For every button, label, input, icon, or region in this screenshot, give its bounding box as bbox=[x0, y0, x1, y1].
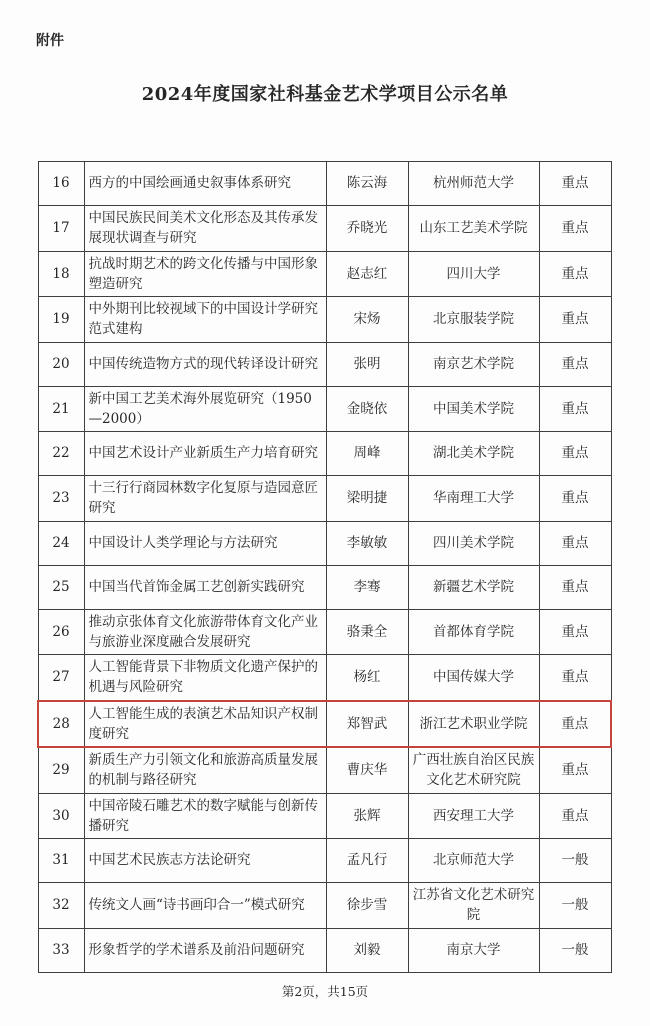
leader-cell: 陈云海 bbox=[326, 162, 408, 206]
leader-cell: 刘毅 bbox=[326, 928, 408, 972]
category-cell: 重点 bbox=[539, 747, 611, 793]
category-cell: 重点 bbox=[539, 297, 611, 343]
row-number-cell: 24 bbox=[38, 521, 84, 565]
leader-cell: 乔晓光 bbox=[326, 206, 408, 252]
row-number-cell: 23 bbox=[38, 476, 84, 522]
category-cell: 一般 bbox=[539, 883, 611, 929]
institution-cell: 首都体育学院 bbox=[408, 609, 539, 655]
leader-cell: 周峰 bbox=[326, 432, 408, 476]
row-number-cell: 19 bbox=[38, 297, 84, 343]
category-cell: 重点 bbox=[539, 342, 611, 386]
row-number-cell: 20 bbox=[38, 342, 84, 386]
row-number-cell: 31 bbox=[38, 839, 84, 883]
category-cell: 重点 bbox=[539, 701, 611, 748]
row-number-cell: 28 bbox=[38, 701, 84, 748]
institution-cell: 西安理工大学 bbox=[408, 793, 539, 839]
table-row bbox=[38, 747, 611, 793]
institution-cell: 新疆艺术学院 bbox=[408, 565, 539, 609]
category-cell: 一般 bbox=[539, 839, 611, 883]
table-row bbox=[38, 701, 611, 748]
project-title-cell: 中国帝陵石雕艺术的数字赋能与创新传播研究 bbox=[84, 793, 326, 839]
institution-cell: 江苏省文化艺术研究院 bbox=[408, 883, 539, 929]
category-cell: 重点 bbox=[539, 793, 611, 839]
leader-cell: 杨红 bbox=[326, 655, 408, 701]
row-number-cell: 27 bbox=[38, 655, 84, 701]
row-number-cell: 32 bbox=[38, 883, 84, 929]
table-row bbox=[38, 928, 611, 972]
table-row bbox=[38, 432, 611, 476]
leader-cell: 张辉 bbox=[326, 793, 408, 839]
table-row bbox=[38, 251, 611, 297]
row-number-cell: 17 bbox=[38, 206, 84, 252]
project-title-cell: 十三行行商园林数字化复原与造园意匠研究 bbox=[84, 476, 326, 522]
leader-cell: 曹庆华 bbox=[326, 747, 408, 793]
category-cell: 重点 bbox=[539, 251, 611, 297]
row-number-cell: 18 bbox=[38, 251, 84, 297]
category-cell: 一般 bbox=[539, 928, 611, 972]
project-title-cell: 中外期刊比较视域下的中国设计学研究范式建构 bbox=[84, 297, 326, 343]
project-title-cell: 人工智能背景下非物质文化遗产保护的机遇与风险研究 bbox=[84, 655, 326, 701]
leader-cell: 骆秉全 bbox=[326, 609, 408, 655]
project-title-cell: 中国当代首饰金属工艺创新实践研究 bbox=[84, 565, 326, 609]
leader-cell: 孟凡行 bbox=[326, 839, 408, 883]
leader-cell: 宋炀 bbox=[326, 297, 408, 343]
table-row bbox=[38, 609, 611, 655]
project-title-cell: 抗战时期艺术的跨文化传播与中国形象塑造研究 bbox=[84, 251, 326, 297]
projects-table bbox=[37, 161, 612, 973]
project-title-cell: 西方的中国绘画通史叙事体系研究 bbox=[84, 162, 326, 206]
category-cell: 重点 bbox=[539, 609, 611, 655]
table-row bbox=[38, 521, 611, 565]
category-cell: 重点 bbox=[539, 521, 611, 565]
row-number-cell: 25 bbox=[38, 565, 84, 609]
project-title-cell: 新质生产力引领文化和旅游高质量发展的机制与路径研究 bbox=[84, 747, 326, 793]
row-number-cell: 21 bbox=[38, 386, 84, 432]
category-cell: 重点 bbox=[539, 565, 611, 609]
institution-cell: 南京艺术学院 bbox=[408, 342, 539, 386]
leader-cell: 金晓依 bbox=[326, 386, 408, 432]
category-cell: 重点 bbox=[539, 386, 611, 432]
table-row bbox=[38, 655, 611, 701]
institution-cell: 中国传媒大学 bbox=[408, 655, 539, 701]
project-title-cell: 中国设计人类学理论与方法研究 bbox=[84, 521, 326, 565]
table-row bbox=[38, 162, 611, 206]
leader-cell: 张明 bbox=[326, 342, 408, 386]
institution-cell: 南京大学 bbox=[408, 928, 539, 972]
project-title-cell: 传统文人画“诗书画印合一”模式研究 bbox=[84, 883, 326, 929]
leader-cell: 梁明捷 bbox=[326, 476, 408, 522]
category-cell: 重点 bbox=[539, 476, 611, 522]
institution-cell: 中国美术学院 bbox=[408, 386, 539, 432]
row-number-cell: 29 bbox=[38, 747, 84, 793]
leader-cell: 李骞 bbox=[326, 565, 408, 609]
institution-cell: 四川美术学院 bbox=[408, 521, 539, 565]
row-number-cell: 30 bbox=[38, 793, 84, 839]
table-row bbox=[38, 839, 611, 883]
institution-cell: 华南理工大学 bbox=[408, 476, 539, 522]
category-cell: 重点 bbox=[539, 206, 611, 252]
institution-cell: 湖北美术学院 bbox=[408, 432, 539, 476]
institution-cell: 广西壮族自治区民族文化艺术研究院 bbox=[408, 747, 539, 793]
table-row bbox=[38, 565, 611, 609]
category-cell: 重点 bbox=[539, 432, 611, 476]
category-cell: 重点 bbox=[539, 162, 611, 206]
project-title-cell: 推动京张体育文化旅游带体育文化产业与旅游业深度融合发展研究 bbox=[84, 609, 326, 655]
table-row bbox=[38, 342, 611, 386]
project-title-cell: 中国艺术民族志方法论研究 bbox=[84, 839, 326, 883]
table-row bbox=[38, 476, 611, 522]
project-title-cell: 中国艺术设计产业新质生产力培育研究 bbox=[84, 432, 326, 476]
row-number-cell: 22 bbox=[38, 432, 84, 476]
project-title-cell: 新中国工艺美术海外展览研究（1950—2000） bbox=[84, 386, 326, 432]
table-row bbox=[38, 883, 611, 929]
institution-cell: 四川大学 bbox=[408, 251, 539, 297]
row-number-cell: 33 bbox=[38, 928, 84, 972]
institution-cell: 山东工艺美术学院 bbox=[408, 206, 539, 252]
project-title-cell: 人工智能生成的表演艺术品知识产权制度研究 bbox=[84, 701, 326, 748]
row-number-cell: 16 bbox=[38, 162, 84, 206]
table-row bbox=[38, 386, 611, 432]
institution-cell: 北京师范大学 bbox=[408, 839, 539, 883]
row-number-cell: 26 bbox=[38, 609, 84, 655]
project-title-cell: 形象哲学的学术谱系及前沿问题研究 bbox=[84, 928, 326, 972]
projects-table-body bbox=[38, 162, 611, 973]
leader-cell: 郑智武 bbox=[326, 701, 408, 748]
institution-cell: 浙江艺术职业学院 bbox=[408, 701, 539, 748]
attachment-label: 附件 bbox=[36, 33, 64, 49]
leader-cell: 李敏敏 bbox=[326, 521, 408, 565]
project-title-cell: 中国民族民间美术文化形态及其传承发展现状调查与研究 bbox=[84, 206, 326, 252]
table-row bbox=[38, 297, 611, 343]
page-number-footer: 第2页，共15页 bbox=[281, 984, 369, 999]
institution-cell: 北京服装学院 bbox=[408, 297, 539, 343]
table-row bbox=[38, 793, 611, 839]
leader-cell: 徐步雪 bbox=[326, 883, 408, 929]
institution-cell: 杭州师范大学 bbox=[408, 162, 539, 206]
category-cell: 重点 bbox=[539, 655, 611, 701]
document-title: 2024年度国家社科基金艺术学项目公示名单 bbox=[141, 84, 509, 105]
leader-cell: 赵志红 bbox=[326, 251, 408, 297]
table-row bbox=[38, 206, 611, 252]
project-title-cell: 中国传统造物方式的现代转译设计研究 bbox=[84, 342, 326, 386]
